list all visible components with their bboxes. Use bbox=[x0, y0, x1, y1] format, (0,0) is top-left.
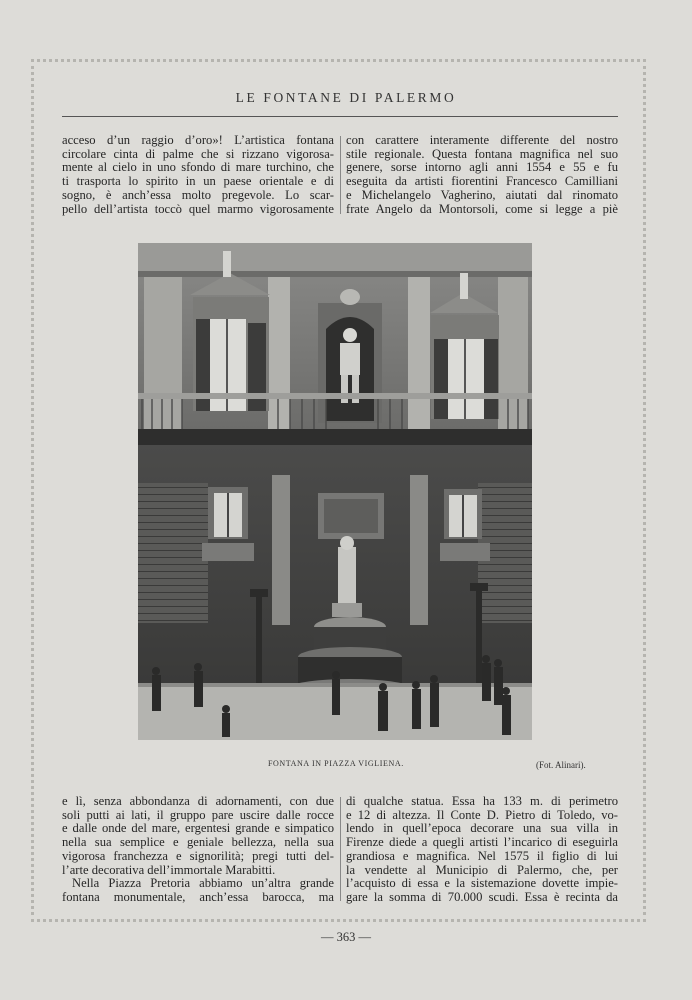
text-line: vigorosa franchezza e signorilità; pregi tutti del- bbox=[62, 848, 334, 863]
column-divider bbox=[340, 136, 341, 214]
text-line: Firenze diede a quegli artisti l’incarico di eseguirla bbox=[346, 835, 618, 850]
text-line: acceso d’un raggio d’oro»! L’artistica fontana bbox=[62, 134, 334, 147]
figure-caption: FONTANA IN PIAZZA VIGLIENA. bbox=[268, 759, 404, 768]
text-line: e dalle onde del mare, ergentesi grande e simpatico bbox=[62, 821, 334, 836]
text-line: stile regionale. Questa fontana magnifica nel suo bbox=[346, 146, 618, 161]
text-line: e 12 di altezza. Il Conte D. Pietro di Toledo, vo- bbox=[346, 807, 618, 822]
text-line: fontana monumentale, anch’essa barocca, ma bbox=[62, 889, 334, 904]
text-line: con carattere interamente differente del nostro bbox=[346, 134, 618, 147]
text-line: lendo in quell’epoca decorare una sua villa in bbox=[346, 821, 618, 836]
text-line: la vendette al Municipio di Palermo, che, per bbox=[346, 862, 618, 877]
text-line: di qualche statua. Essa ha 133 m. di perimetro bbox=[346, 795, 618, 808]
text-line: grandiosa e magnifica. Nel 1575 il figlio di lui bbox=[346, 848, 618, 863]
bottom-right-column bbox=[346, 795, 618, 905]
running-header: LE FONTANE DI PALERMO bbox=[235, 90, 457, 105]
text-line: soli putti ai lati, il gruppo pare uscire dalle rocce bbox=[62, 807, 334, 822]
page-number: — 363 — bbox=[321, 930, 371, 944]
text-line: sogno, è anch’essa molto pregevole. Lo scar- bbox=[62, 187, 334, 202]
text-line: mente al cielo in uno sfondo di mare turchino, che bbox=[62, 160, 334, 175]
text-line: circolare cinta di palme che si rizzano vigorosa- bbox=[62, 146, 334, 161]
text-line: Nella Piazza Pretoria abbiamo un’altra grande bbox=[72, 876, 334, 891]
top-right-column bbox=[346, 134, 618, 216]
text-line: ti trasporta lo spirito in un paese orientale e di bbox=[62, 174, 334, 189]
top-left-column bbox=[62, 134, 334, 216]
header-rule bbox=[62, 116, 618, 117]
text-line: nella sua semplice e geniale bellezza, nella sua bbox=[62, 835, 334, 850]
column-divider bbox=[340, 797, 341, 901]
text-line: e Michelangelo Vagherino, aiutati dal rinomato bbox=[346, 187, 618, 202]
fountain-photograph bbox=[138, 243, 532, 740]
text-line: l’acquisto di essa e la sistemazione dovette impie- bbox=[346, 876, 618, 891]
text-line: frate Angelo da Montorsoli, come si legge a piè bbox=[346, 201, 618, 216]
text-line: l’arte decorativa dell’immortale Marabitti. bbox=[62, 862, 276, 877]
text-line: e lì, senza abbondanza di adornamenti, con due bbox=[62, 795, 334, 808]
text-line: eseguita da artisti fiorentini Francesco Camilliani bbox=[346, 174, 618, 189]
text-line: genere, sorse intorno agli anni 1554 e 55 e fu bbox=[346, 160, 618, 175]
bottom-left-column bbox=[62, 795, 334, 905]
text-line: pello dell’artista toccò quel marmo vigorosamente bbox=[62, 201, 334, 216]
photo-credit: (Fot. Alinari). bbox=[536, 760, 586, 770]
text-line: gare la somma di 70.000 scudi. Essa è recinta da bbox=[346, 889, 618, 904]
